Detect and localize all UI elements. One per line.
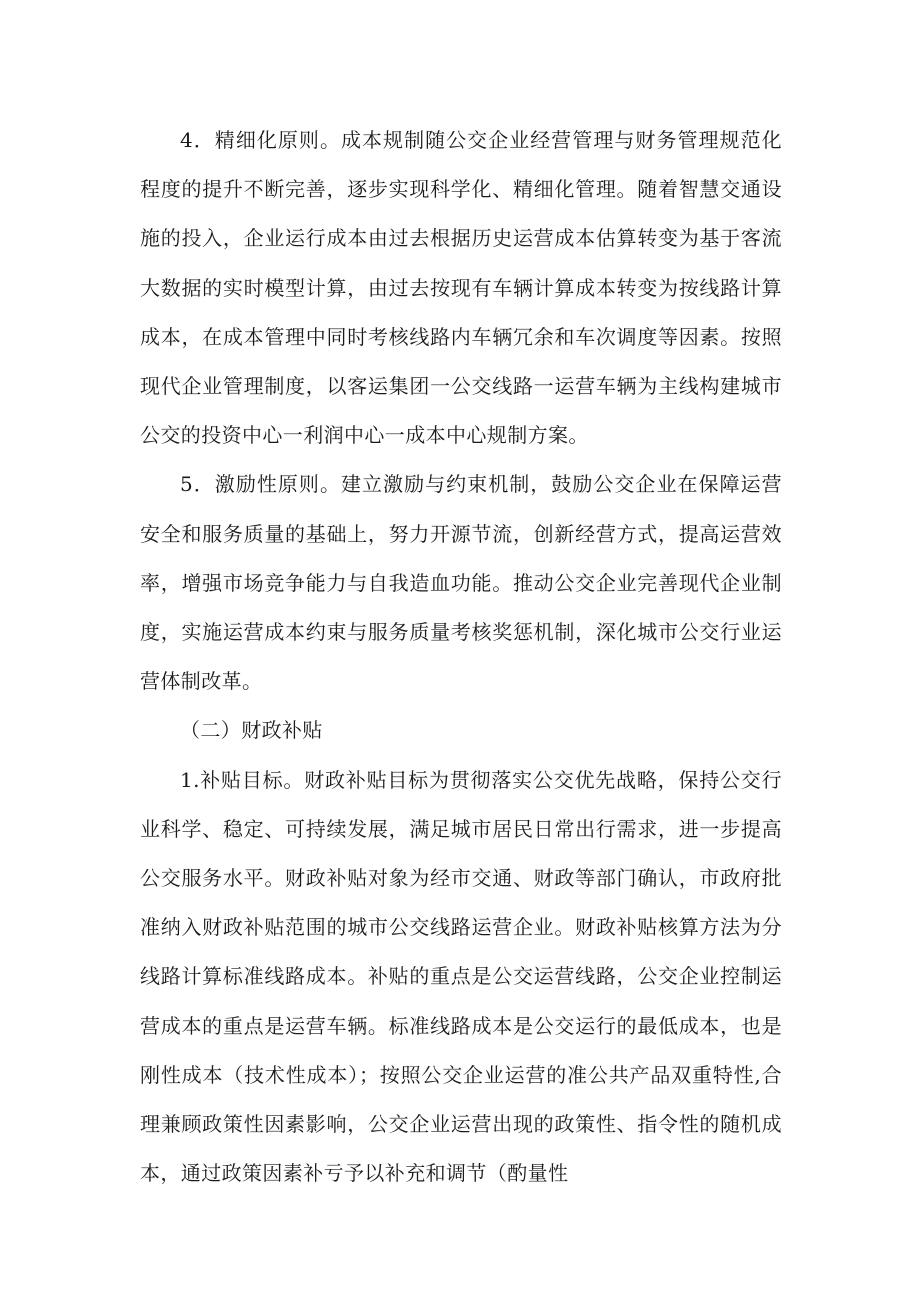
section-heading-fiscal-subsidy: （二）财政补贴 — [180, 718, 323, 743]
paragraph-refinement-principle: 4．精细化原则。成本规制随公交企业经营管理与财务管理规范化程度的提升不断完善，逐步实现科学化、精细化管理。随着智慧交通设施的投入，企业运行成本由过去根据历史运营成本估算转变为基于客流大数据的实时模型计算，由过去按现有车辆计算成本转变为按线路计算成本，在成本管理中同时考核线路内车辆冗余和车次调度等因素。按照现代企业管理制度，以客运集团一公交线路一运营车辆为主线构建城市公交的投资中心一利润中心一成本中心规制方案。 — [140, 128, 782, 448]
paragraph-incentive-principle: 5．激励性原则。建立激励与约束机制，鼓励公交企业在保障运营安全和服务质量的基础上，努力开源节流，创新经营方式，提高运营效率，增强市场竞争能力与自我造血功能。推动公交企业完善现代企业制度，实施运营成本约束与服务质量考核奖惩机制，深化城市公交行业运营体制改革。 — [140, 472, 782, 694]
document-body — [140, 116, 782, 1198]
paragraph-subsidy-target: 1.补贴目标。财政补贴目标为贯彻落实公交优先战略，保持公交行业科学、稳定、可持续发展，满足城市居民日常出行需求，进一步提高公交服务水平。财政补贴对象为经市交通、财政等部门确认，市政府批准纳入财政补贴范围的城市公交线路运营企业。财政补贴核算方法为分线路计算标准线路成本。补贴的重点是公交运营线路，公交企业控制运营成本的重点是运营车辆。标准线路成本是公交运行的最低成本，也是刚性成本（技术性成本）；按照公交企业运营的准公共产品双重特性,合理兼顾政策性因素影响，公交企业运营出现的政策性、指令性的随机成本，通过政策因素补亏予以补充和调节（酌量性 — [140, 767, 782, 1186]
